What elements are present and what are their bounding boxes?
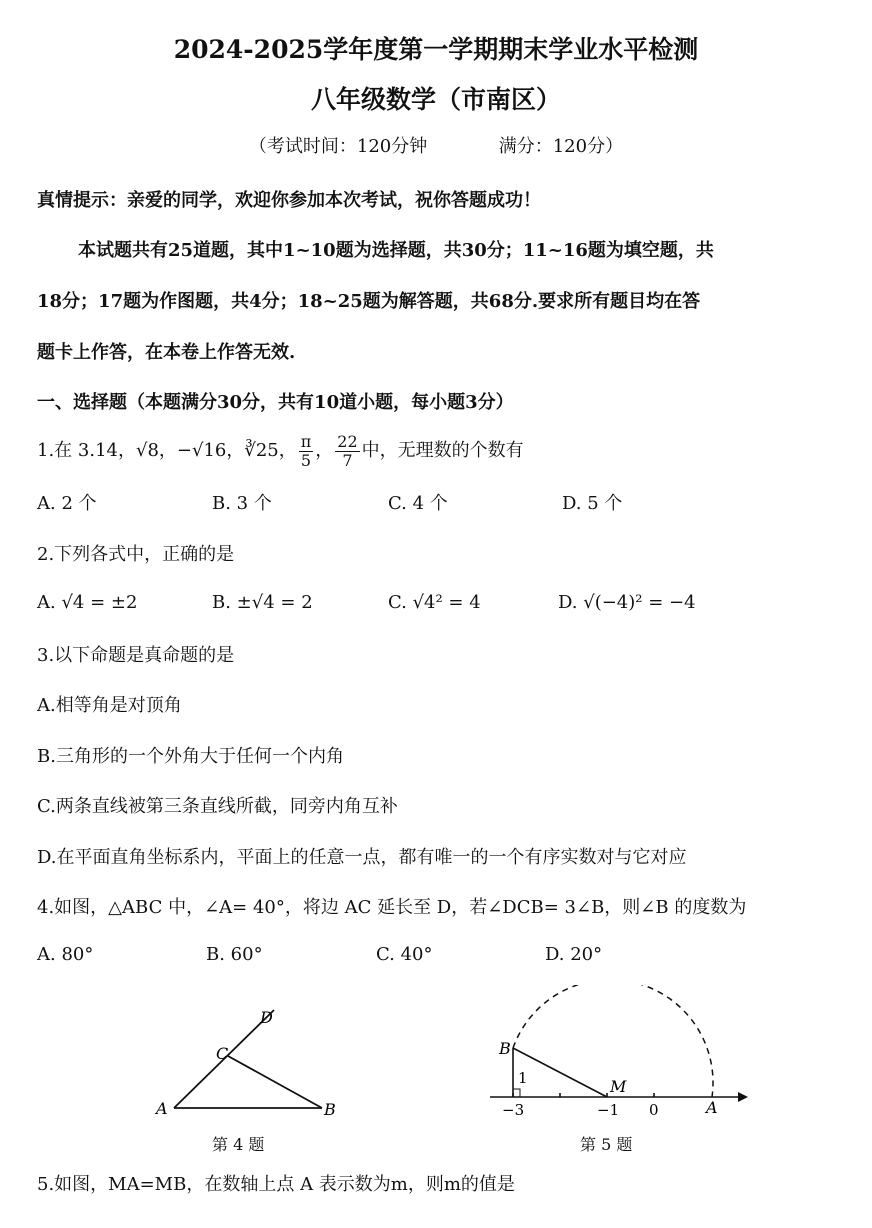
notice-line-1: 真情提示：亲爱的同学，欢迎你参加本次考试，祝你答题成功！ xyxy=(37,190,541,211)
fig4-label-a: A xyxy=(156,1099,168,1117)
q1-pi: π xyxy=(300,431,312,451)
fig4-label-d: D xyxy=(260,1008,273,1027)
q5-stem: 5.如图，MA=MB，在数轴上点 A 表示数为m，则m的值是 xyxy=(37,1174,515,1195)
q1-prefix: 1.在 3.14， xyxy=(37,440,136,461)
q1-comma: ， xyxy=(315,440,334,461)
q1-negsqrt16: −√16， xyxy=(176,440,245,461)
fig5-label-m: M xyxy=(610,1077,627,1096)
fig5-caption: 第 5 题 xyxy=(580,1135,633,1154)
q1-suffix: 中，无理数的个数有 xyxy=(361,440,524,461)
fig5-label-neg3: −3 xyxy=(502,1101,525,1119)
exam-score: 满分：120分） xyxy=(498,136,624,157)
fig5-arrow xyxy=(738,1092,748,1102)
q3-option-b: B.三角形的一个外角大于任何一个内角 xyxy=(37,746,344,767)
q3-option-a: A.相等角是对顶角 xyxy=(37,695,182,716)
q3-option-d: D.在平面直角坐标系内，平面上的任意一点，都有唯一的一个有序实数对与它对应 xyxy=(37,847,687,868)
q4-option-a: A. 80° xyxy=(37,944,94,965)
exam-subtitle: 八年级数学（市南区） xyxy=(310,85,561,114)
section-heading: 一、选择题（本题满分30分，共有10道小题，每小题3分） xyxy=(37,392,514,413)
q1-option-d: D. 5 个 xyxy=(562,493,623,514)
fig4-label-b: B xyxy=(324,1100,336,1117)
fig5-label-0: 0 xyxy=(649,1101,659,1119)
q1-frac-22-7 xyxy=(335,433,359,469)
q4-stem: 4.如图，△ABC 中，∠A= 40°，将边 AC 延长至 D，若∠DCB= 3∠B，则∠B 的度数为 xyxy=(37,897,747,918)
notice-line-2: 本试题共有25道题，其中1~10题为选择题，共30分；11~16题为填空题，共 xyxy=(78,240,714,261)
fig5-label-1: 1 xyxy=(518,1069,528,1087)
q1-option-b: B. 3 个 xyxy=(212,493,272,514)
figure-5 xyxy=(490,985,750,1120)
exam-info xyxy=(0,132,872,158)
q1-7: 7 xyxy=(342,450,353,470)
fig4-line-cb xyxy=(228,1056,322,1108)
fig5-label-neg1: −1 xyxy=(597,1101,620,1119)
q1-sqrt8: √8， xyxy=(135,440,177,461)
q1-frac-pi5 xyxy=(299,433,314,469)
exam-time: （考试时间：120分钟 xyxy=(248,136,428,157)
figure-4 xyxy=(150,1005,350,1117)
q1-22: 22 xyxy=(337,431,358,451)
q1-option-c: C. 4 个 xyxy=(388,493,448,514)
q4-option-b: B. 60° xyxy=(206,944,263,965)
q4-option-c: C. 40° xyxy=(376,944,433,965)
exam-title: 2024-2025学年度第一学期期末学业水平检测 xyxy=(173,35,699,64)
q3-stem: 3.以下命题是真命题的是 xyxy=(37,645,235,666)
fig4-caption: 第 4 题 xyxy=(212,1135,265,1154)
q1-option-a: A. 2 个 xyxy=(37,493,97,514)
fig4-label-c: C xyxy=(216,1044,229,1063)
q2-option-d: D. √(−4)² = −4 xyxy=(558,592,696,613)
fig5-label-a: A xyxy=(706,1098,718,1117)
q1-cbrt25: ∛25， xyxy=(244,440,297,461)
q3-option-c: C.两条直线被第三条直线所截，同旁内角互补 xyxy=(37,796,398,817)
fig5-right-angle xyxy=(513,1089,520,1097)
q2-option-b: B. ±√4 = 2 xyxy=(212,592,313,613)
q1-five: 5 xyxy=(300,450,312,470)
notice-line-3: 18分；17题为作图题，共4分；18~25题为解答题，共68分.要求所有题目均在答 xyxy=(37,291,701,312)
fig5-label-b: B xyxy=(499,1039,511,1058)
q2-stem: 2.下列各式中，正确的是 xyxy=(37,544,235,565)
q2-option-a: A. √4 = ±2 xyxy=(37,592,138,613)
q1-stem xyxy=(37,428,524,474)
q2-option-c: C. √4² = 4 xyxy=(388,592,481,613)
q4-option-d: D. 20° xyxy=(545,944,603,965)
notice-line-4: 题卡上作答，在本卷上作答无效. xyxy=(37,342,296,363)
